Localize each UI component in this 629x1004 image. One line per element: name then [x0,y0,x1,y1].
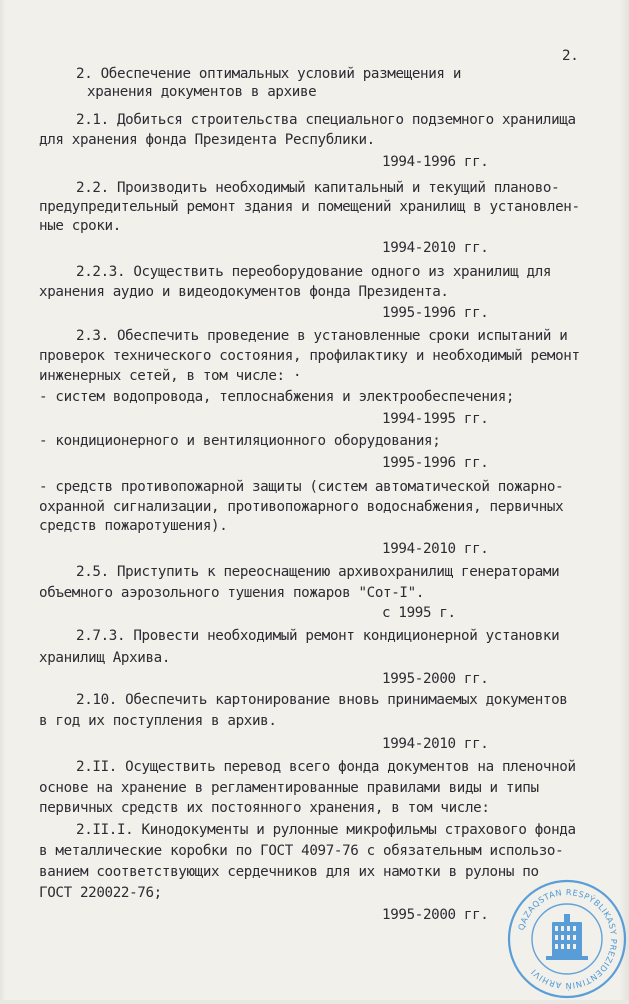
date-range: 1994-1995 гг. [382,411,489,427]
date-range: 1994-2010 гг. [382,736,489,752]
paragraph-line: 2.II. Осуществить перевод всего фонда документов на пленочной [76,759,576,775]
date-range: 1995-2000 гг. [382,671,489,687]
date-range: 1995-1996 гг. [382,455,489,471]
paragraph-line: первичных средств их постоянного хранения, в том числе: [39,800,490,816]
paragraph-line: ные сроки. [39,218,121,234]
paragraph-line: в металлические коробки по ГОСТ 4097-76 с обязательным использо- [39,843,564,859]
paragraph-line: объемного аэрозольного тушения пожаров "Сот-I". [39,585,425,601]
paragraph-line: 2.2.3. Осуществить переоборудование одного из хранилищ для [76,264,552,280]
paragraph-line: 2.1. Добиться строительства специального подземного хранилища [76,112,576,128]
paragraph-line: для хранения фонда Президента Республики. [39,132,375,148]
paragraph-line: хранилищ Архива. [39,650,171,666]
page-number: 2. [562,48,579,64]
date-range: 1994-1996 гг. [382,154,489,170]
date-range: 1995-1996 гг. [382,305,489,321]
section-heading-line: 2. Обеспечение оптимальных условий размещения и [76,66,462,82]
list-item: - средств противопожарной защиты (систем автоматической пожарно- [39,479,564,495]
paragraph-line: инженерных сетей, в том числе: · [39,368,302,384]
paragraph-line: хранения аудио и видеодокументов фонда Президента. [39,284,449,300]
archive-seal-stamp [506,878,628,1000]
paragraph-line: 2.2. Производить необходимый капитальный и текущий планово- [76,180,560,196]
paragraph-line: ванием соответствующих сердечников для их намотки в рулоны по [39,864,539,880]
paragraph-line: предупредительный ремонт здания и помещений хранилищ в установлен- [39,199,580,215]
seal-icon [506,878,628,1000]
paragraph-line: проверок технического состояния, профилактику и необходимый ремонт [39,348,580,364]
date-range: с 1995 г. [382,605,456,621]
list-item: - систем водопровода, теплоснабжения и электрообеспечения; [39,389,515,405]
paragraph-line: средств пожаротушения). [39,518,228,534]
paragraph-line: 2.10. Обеспечить картонирование вновь принимаемых документов [76,692,568,708]
section-heading-line: хранения документов в архиве [87,84,317,100]
paragraph-line: в год их поступления в архив. [39,713,277,729]
paragraph-line: основе на хранение в регламентированные правилами виды и типы [39,780,539,796]
list-item: - кондиционерного и вентиляционного оборудования; [39,433,441,449]
paragraph-line: 2.II.I. Кинодокументы и рулонные микрофильмы страхового фонда [76,822,576,838]
paragraph-line: охранной сигнализации, противопожарного водоснабжения, первичных [39,499,564,515]
paragraph-line: 2.3. Обеспечить проведение в установленные сроки испытаний и [76,328,568,344]
date-range: 1994-2010 гг. [382,541,489,557]
paragraph-line: 2.5. Приступить к переоснащению архивохранилищ генераторами [76,564,560,580]
paragraph-line: 2.7.3. Провести необходимый ремонт кондиционерной установки [76,628,560,644]
date-range: 1995-2000 гг. [382,907,489,923]
paragraph-line: ГОСТ 220022-76; [39,885,162,901]
date-range: 1994-2010 гг. [382,240,489,256]
seal-ring-text: QAZAQSTAN RESPÝBLIKASY PREZIDENTINIŃ ARHIVI [515,886,620,992]
